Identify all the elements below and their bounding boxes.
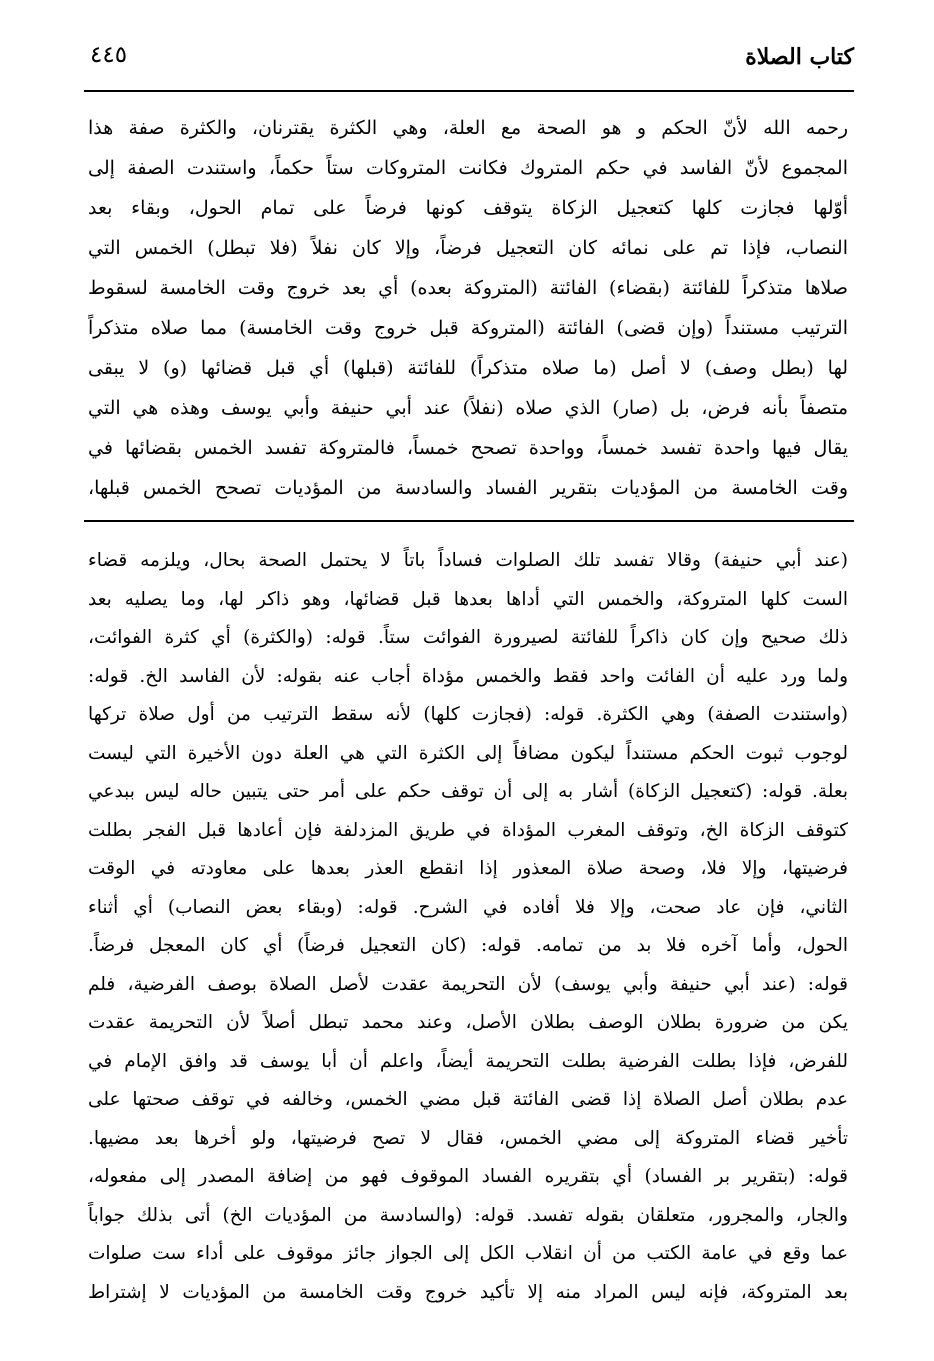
commentary-line: الحول، وأما آخره فلا بد من تمامه. قوله: (كان التعجيل فرضاً) أي كان المعجل فرضاً. [88, 935, 848, 956]
main-line: يقال فيها واحدة تفسد خمساً، وواحدة تصحح خمساً، فالمتروكة تفسد الخمس بقضائها في [88, 437, 848, 459]
main-text-block [88, 108, 848, 508]
commentary-line: الست كلها المتروكة، والخمس التي أداها بعدها قبل قضائها، وهو ذاكر لها، وما يصليه بعد [88, 588, 848, 610]
main-line: المجموع لأنّ الفاسد في حكم المتروك فكانت المتروكات ستاً حكماً، واستندت الصفة إلى [88, 157, 848, 179]
commentary-line: ذلك صحيح وإن كان ذاكراً للفائتة لصيرورة الفوائت ستاً. قوله: (والكثرة) أي كثرة الفوائت، [88, 627, 848, 648]
commentary-line: عما وقع في عامة الكتب من أن انقلاب الكل إلى الجواز جائز موقوف على أداء ست صلوات [88, 1243, 848, 1264]
commentary-line: قوله: (عند أبي حنيفة وأبي يوسف) لأن التحريمة عقدت لأصل الصلاة بوصف الفرضية، فلم [88, 973, 848, 995]
commentary-line: (عند أبي حنيفة) وقالا تفسد تلك الصلوات فساداً باتاً لا يحتمل الصحة بحال، ويلزمه قضاء [88, 550, 848, 571]
commentary-line: كتوقف الزكاة الخ، وتوقف المغرب المؤداة في طريق المزدلفة فإن أعادها قبل الفجر بطلت [88, 819, 848, 841]
main-line: لها (بطل وصف) لا أصل (ما صلاه متذكراً) للفائتة (قبلها) أي قبل قضائها (و) لا يبقى [88, 357, 848, 379]
commentary-line: الثاني، فإن عاد صحت، وإلا فلا أفاده في الشرح. قوله: (وبقاء بعض النصاب) أي أثناء [88, 896, 848, 918]
commentary-line: يكن من ضرورة بطلان الوصف بطلان الأصل، وعند محمد تبطل أصلاً لأن التحريمة عقدت [88, 1012, 848, 1033]
page-header [90, 42, 854, 78]
main-line: أوّلها فجازت كلها كتعجيل الزكاة يتوقف كونها فرضاً على تمام الحول، وبقاء بعد [88, 197, 848, 219]
main-line: وقت الخامسة من المؤديات بتقرير الفساد والسادسة من المؤديات تصحح الخمس قبلها، [88, 477, 848, 499]
main-line: الترتيب مستنداً (وإن قضى) الفائتة (المتروكة قبل خروج وقت الخامسة) مما صلاه متذكراً [88, 317, 848, 339]
commentary-line: تأخير قضاء المتروكة إلى مضي الخمس، فقال لا تصح فرضيتها، ولو أخرها بعد مضيها. [88, 1127, 848, 1149]
commentary-block [88, 542, 848, 1312]
commentary-line: عدم بطلان أصل الصلاة إذا قضى الفائتة قبل مضي الخمس، وخالفه في توقف صحتها على [88, 1089, 848, 1110]
commentary-line: بعلة. قوله: (كتعجيل الزكاة) أشار به إلى أن توقف حكم على أمر حتى يتبين حاله ليس ببدعي [88, 781, 848, 802]
page-number: ٤٤٥ [90, 42, 128, 68]
main-line: صلاها متذكراً للفائتة (بقضاء) الفائتة (المتروكة بعده) أي بعد خروج وقت الخامسة لسقوط [88, 277, 848, 299]
commentary-line: قوله: (بتقرير بر الفساد) أي بتقريره الفساد الموقوف فهو من إضافة المصدر إلى مفعوله، [88, 1166, 848, 1187]
main-line: متصفاً بأنه فرض، بل (صار) الذي صلاه (نفلاً) عند أبي حنيفة وأبي يوسف وهذه هي التي [88, 397, 848, 419]
commentary-line: فرضيتها، وإلا فلا، وصحة صلاة المعذور إذا انقطع العذر بعدها على معاودته في الوقت [88, 858, 848, 879]
main-line: النصاب، فإذا تم على نمائه كان التعجيل فرضاً، وإلا كان نفلاً (فلا تبطل) الخمس التي [88, 237, 848, 259]
commentary-line: والجار، والمجرور، متعلقان بقوله تفسد. قوله: (والسادسة من المؤديات الخ) أتى بذلك جواباً [88, 1204, 848, 1226]
section-divider [84, 520, 854, 522]
commentary-line: لوجوب ثبوت الحكم مستنداً ليكون مضافاً إلى الكثرة التي هي العلة دون الأخيرة التي ليست [88, 742, 848, 764]
commentary-line: ولما ورد عليه أن الفائت واحد فقط والخمس مؤداة أجاب عنه بقوله: لأن الفاسد الخ. قوله: [88, 665, 848, 687]
commentary-line: بعد المتروكة، فإنه ليس المراد منه إلا تأكيد خروج وقت الخامسة من المؤديات لا إشتراط [88, 1281, 848, 1303]
main-line: رحمه الله لأنّ الحكم و هو الصحة مع العلة، وهي الكثرة يقترنان، والكثرة صفة هذا [88, 117, 848, 139]
header-rule [84, 90, 854, 92]
commentary-line: للفرض، فإذا بطلت الفرضية بطلت التحريمة أيضاً، واعلم أن أبا يوسف قد وافق الإمام في [88, 1050, 848, 1072]
commentary-line: (واستندت الصفة) وهي الكثرة. قوله: (فجازت كلها) لأنه سقط الترتيب من أول صلاة تركها [88, 704, 848, 725]
running-title: كتاب الصلاة [745, 44, 854, 70]
